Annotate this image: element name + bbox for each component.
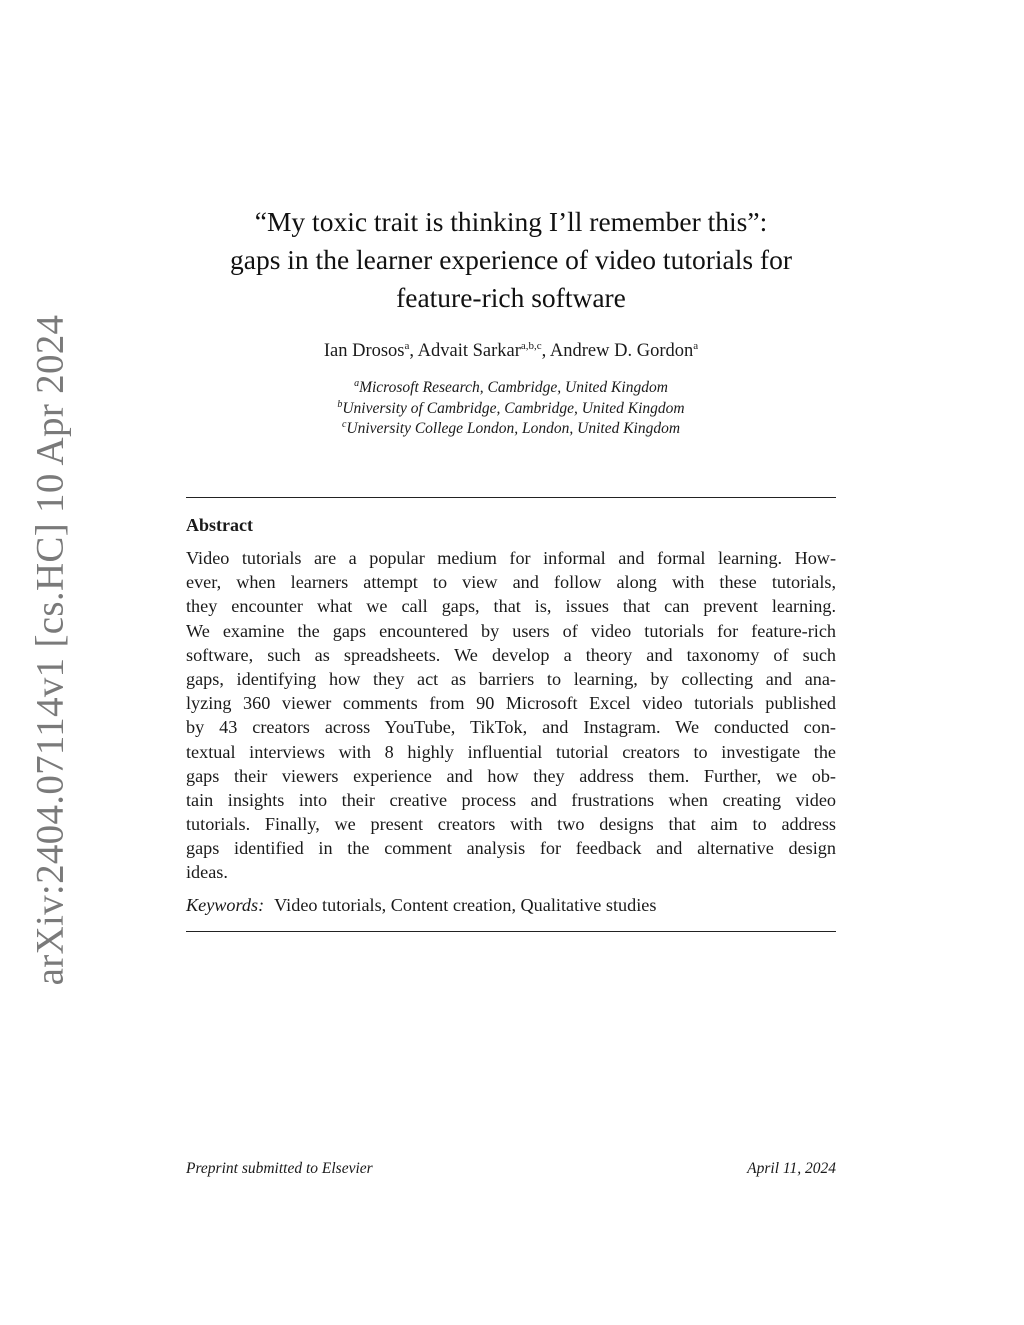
affiliation-mark: c — [341, 419, 347, 430]
footer-preprint-note: Preprint submitted to Elsevier — [186, 1160, 373, 1177]
affiliation-text: Microsoft Research, Cambridge, United Kingdom — [359, 379, 668, 396]
arxiv-identifier-text: arXiv:2404.07114v1 [cs.HC] 10 Apr 2024 — [28, 314, 72, 986]
abstract-heading: Abstract — [186, 515, 253, 535]
affiliation-text: University of Cambridge, Cambridge, United Kingdom — [342, 399, 685, 417]
abstract-line: tutorials. Finally, we present creators with two designs that aim to address — [186, 814, 836, 835]
abstract-line: lyzing 360 viewer comments from 90 Microsoft Excel video tutorials published — [186, 693, 836, 714]
author-separator: , — [409, 341, 418, 361]
author-affiliation-mark: a,b,c — [520, 340, 542, 352]
affiliation-mark: a — [354, 378, 360, 389]
abstract-top-rule — [186, 497, 836, 498]
abstract-line: tain insights into their creative process and frustrations when creating video — [186, 789, 836, 810]
footer-date: April 11, 2024 — [747, 1160, 836, 1177]
author-list — [186, 338, 836, 364]
affiliation-item — [186, 378, 836, 399]
affiliation-mark: b — [337, 398, 343, 410]
author-name: Ian Drosos — [323, 341, 405, 361]
abstract-line: ever, when learners attempt to view and follow along with these tutorials, — [186, 572, 836, 593]
arxiv-identifier-stamp — [10, 314, 90, 986]
author-affiliation-mark: a — [404, 340, 410, 352]
author-separator: , — [541, 341, 550, 361]
abstract-line: textual interviews with 8 highly influential tutorial creators to investigate the — [186, 741, 836, 762]
abstract-line: software, such as spreadsheets. We develop a theory and taxonomy of such — [186, 644, 836, 665]
keywords-text: Video tutorials, Content creation, Qualitative studies — [274, 895, 657, 915]
paper-title — [186, 203, 836, 317]
affiliation-item — [186, 399, 836, 420]
abstract-line: gaps, identifying how they act as barriers to learning, by collecting and ana- — [186, 668, 836, 689]
abstract-line: ideas. — [186, 862, 228, 883]
abstract-body — [186, 546, 836, 885]
title-line: feature-rich software — [396, 282, 626, 313]
abstract-bottom-rule — [186, 931, 836, 932]
keywords — [186, 893, 836, 917]
abstract-line: they encounter what we call gaps, that is, issues that can prevent learning. — [186, 596, 836, 617]
author-affiliation-mark: a — [693, 340, 699, 352]
affiliation-list — [186, 378, 836, 440]
abstract-line: gaps identified in the comment analysis for feedback and alternative design — [186, 838, 836, 859]
abstract-line: by 43 creators across YouTube, TikTok, and Instagram. We conducted con- — [186, 717, 836, 738]
author-name: Andrew D. Gordon — [549, 341, 694, 361]
affiliation-item — [186, 419, 836, 440]
abstract-line: We examine the gaps encountered by users of video tutorials for feature-rich — [186, 620, 836, 641]
affiliation-text: University College London, London, United Kingdom — [346, 420, 681, 437]
abstract-line: gaps their viewers experience and how they address them. Further, we ob- — [186, 765, 836, 786]
title-line: “My toxic trait is thinking I’ll remember this”: — [254, 206, 768, 237]
keywords-label: Keywords: — [186, 895, 265, 915]
abstract-line: Video tutorials are a popular medium for informal and formal learning. How- — [186, 548, 836, 568]
author-name: Advait Sarkar — [417, 341, 521, 361]
title-line: gaps in the learner experience of video tutorials for — [230, 244, 792, 275]
